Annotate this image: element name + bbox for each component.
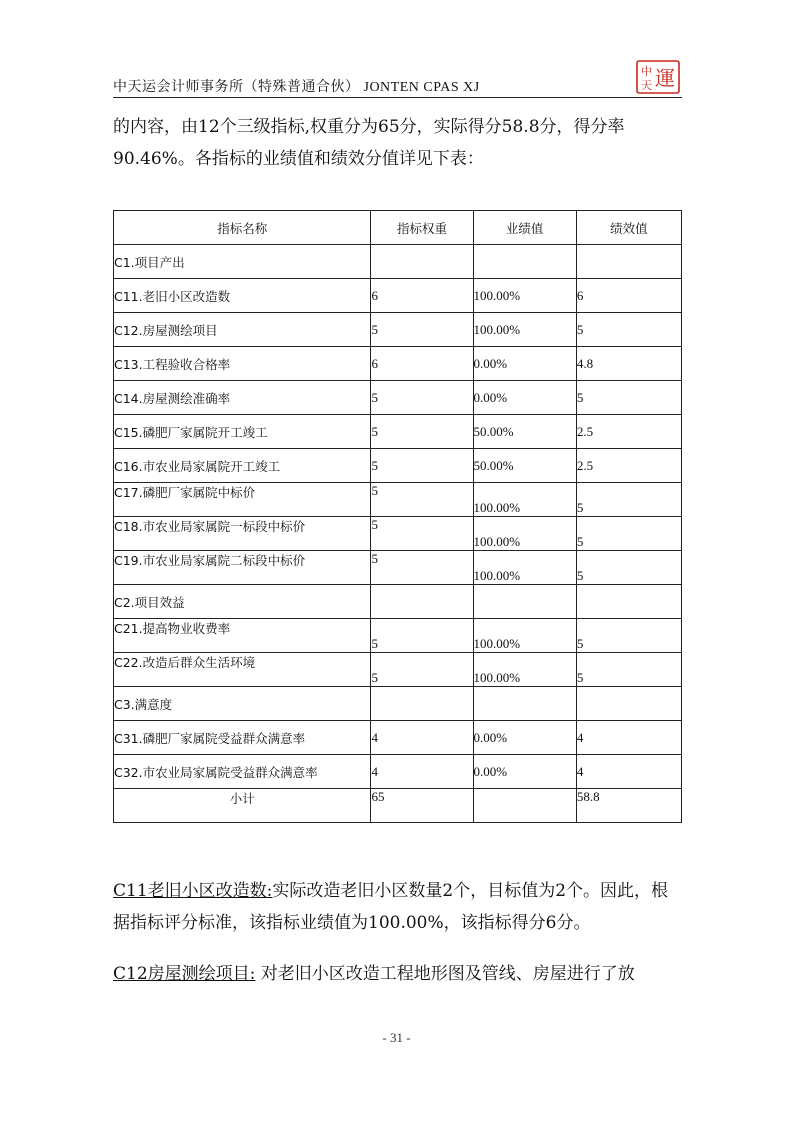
row-name: C22.改造后群众生活环境 (114, 653, 371, 687)
row-weight (371, 245, 473, 279)
row-name: C14.房屋测绘准确率 (114, 381, 371, 415)
row-value: 0.00% (473, 347, 576, 381)
row-value: 100.00% (473, 653, 576, 687)
subtotal-value (473, 789, 576, 823)
row-value: 0.00% (473, 755, 576, 789)
row-score: 5 (576, 483, 681, 517)
row-score: 6 (576, 279, 681, 313)
header-weight: 指标权重 (371, 211, 473, 245)
row-weight: 5 (371, 313, 473, 347)
intro-paragraph: 的内容，由12个三级指标,权重分为65分，实际得分58.8分，得分率90.46%。各指标的业绩值和绩效分值详见下表： (113, 117, 625, 169)
c11-lead: C11老旧小区改造数: (113, 881, 273, 901)
row-name: C18.市农业局家属院一标段中标价 (114, 517, 371, 551)
table-row (114, 619, 682, 653)
row-score: 5 (576, 381, 681, 415)
row-name: C3.满意度 (114, 687, 371, 721)
svg-text:運: 運 (655, 66, 675, 90)
row-score: 5 (576, 653, 681, 687)
table-header-row (114, 211, 682, 245)
svg-text:天: 天 (641, 79, 652, 92)
row-weight (371, 687, 473, 721)
row-value: 100.00% (473, 619, 576, 653)
row-value: 100.00% (473, 279, 576, 313)
row-value (473, 585, 576, 619)
row-score (576, 687, 681, 721)
table-row (114, 279, 682, 313)
row-weight: 6 (371, 347, 473, 381)
row-name: C2.项目效益 (114, 585, 371, 619)
row-score: 2.5 (576, 415, 681, 449)
row-value: 50.00% (473, 449, 576, 483)
firm-logo-icon (636, 60, 680, 94)
row-score: 5 (576, 619, 681, 653)
c12-text: 对老旧小区改造工程地形图及管线、房屋进行了放 (255, 964, 635, 984)
row-score: 5 (576, 517, 681, 551)
header-performance-value: 业绩值 (473, 211, 576, 245)
row-value: 0.00% (473, 721, 576, 755)
row-score: 2.5 (576, 449, 681, 483)
row-value (473, 245, 576, 279)
row-weight: 4 (371, 755, 473, 789)
c11-paragraph (113, 875, 683, 939)
row-weight: 5 (371, 653, 473, 687)
table-row (114, 381, 682, 415)
table-row (114, 653, 682, 687)
header-divider (113, 97, 682, 98)
document-header: 中天运会计师事务所（特殊普通合伙） JONTEN CPAS XJ (113, 80, 480, 95)
row-weight: 5 (371, 449, 473, 483)
row-name: C12.房屋测绘项目 (114, 313, 371, 347)
header-score: 绩效值 (576, 211, 681, 245)
row-value: 100.00% (473, 313, 576, 347)
row-weight: 6 (371, 279, 473, 313)
table-row (114, 483, 682, 517)
row-weight: 5 (371, 619, 473, 653)
subtotal-weight: 65 (371, 789, 473, 823)
row-name: C32.市农业局家属院受益群众满意率 (114, 755, 371, 789)
row-name: C17.磷肥厂家属院中标价 (114, 483, 371, 517)
row-weight: 5 (371, 517, 473, 551)
row-name: C19.市农业局家属院二标段中标价 (114, 551, 371, 585)
table-row (114, 449, 682, 483)
svg-text:中: 中 (641, 65, 652, 78)
row-score: 5 (576, 313, 681, 347)
subtotal-score: 58.8 (576, 789, 681, 823)
row-score (576, 585, 681, 619)
table-row (114, 347, 682, 381)
performance-table (113, 210, 682, 823)
row-weight: 5 (371, 415, 473, 449)
c12-paragraph (113, 958, 683, 990)
table-row (114, 551, 682, 585)
row-value: 100.00% (473, 551, 576, 585)
table-row (114, 517, 682, 551)
row-value: 0.00% (473, 381, 576, 415)
table-row (114, 313, 682, 347)
table-row (114, 585, 682, 619)
row-value: 100.00% (473, 517, 576, 551)
row-weight: 4 (371, 721, 473, 755)
row-weight: 5 (371, 551, 473, 585)
row-value: 100.00% (473, 483, 576, 517)
row-score: 4 (576, 755, 681, 789)
row-weight (371, 585, 473, 619)
subtotal-label: 小计 (114, 789, 371, 823)
row-value: 50.00% (473, 415, 576, 449)
subtotal-row (114, 789, 682, 823)
row-score: 4.8 (576, 347, 681, 381)
c11-text: 实际改造老旧小区数量2个，目标值为2个。因此，根据指标评分标准，该指标业绩值为100.00%，该指标得分6分。 (113, 881, 669, 933)
row-name: C1.项目产出 (114, 245, 371, 279)
table-row (114, 721, 682, 755)
table-row (114, 415, 682, 449)
row-score (576, 245, 681, 279)
table-row (114, 687, 682, 721)
table-row (114, 755, 682, 789)
row-name: C13.工程验收合格率 (114, 347, 371, 381)
row-name: C11.老旧小区改造数 (114, 279, 371, 313)
row-value (473, 687, 576, 721)
row-name: C31.磷肥厂家属院受益群众满意率 (114, 721, 371, 755)
page-number: - 31 - (382, 1030, 411, 1045)
row-score: 4 (576, 721, 681, 755)
row-name: C21.提高物业收费率 (114, 619, 371, 653)
row-weight: 5 (371, 483, 473, 517)
row-weight: 5 (371, 381, 473, 415)
row-name: C15.磷肥厂家属院开工竣工 (114, 415, 371, 449)
table-row (114, 245, 682, 279)
header-indicator-name: 指标名称 (114, 211, 371, 245)
row-name: C16.市农业局家属院开工竣工 (114, 449, 371, 483)
row-score: 5 (576, 551, 681, 585)
c12-lead: C12房屋测绘项目: (113, 964, 256, 984)
